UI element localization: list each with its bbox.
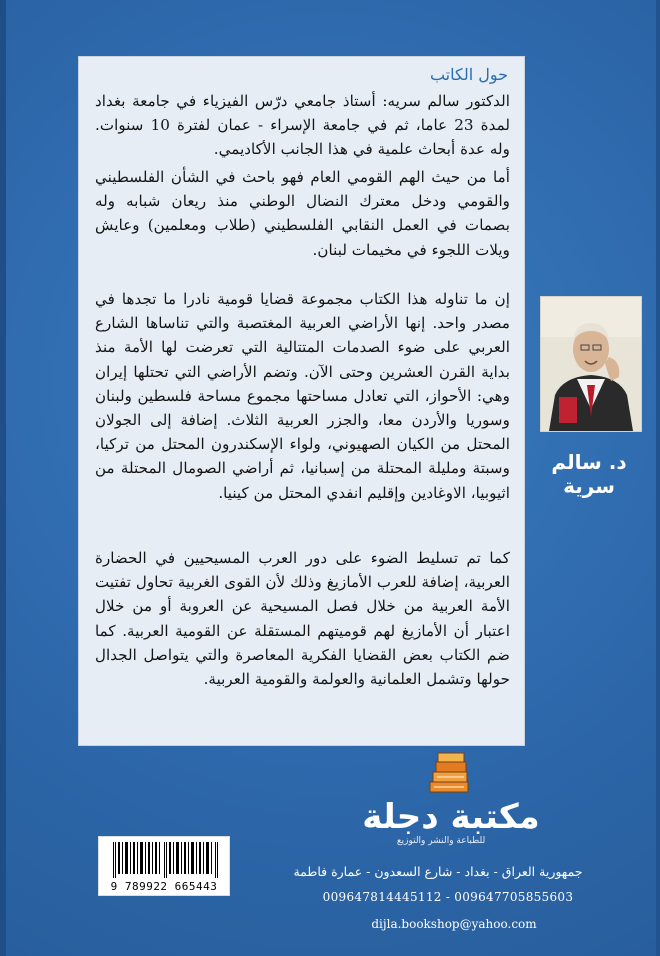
cover-edge [656,0,660,956]
paragraph-christians-amazigh: كما تم تسليط الضوء على دور العرب المسيحيين في الحضارة العربية، إضافة للعرب الأمازيغ وذلك لأن القوى الغربية تحاول تفتيت الأمة العربية من خلال فصل المسيحية عن العروبة أو من خلال اعتبار أن الأمازيغ لهم قوميتهم المستقلة عن القومية العربية. كما ضم الكتاب بعض القضايا الفكرية المعاصرة والتي يتواصل الجدال حولها وتشمل العلمانية والعولمة والقومية العربية. [95,549,510,689]
author-photo [540,296,642,432]
isbn-digits: 9 789922 665443 [110,880,218,893]
publisher-tagline: للطباعة والنشر والتوزيع [396,836,486,846]
isbn-barcode [98,836,230,896]
spine-edge [0,0,6,956]
author-portrait-graphic [541,297,641,431]
author-name: د. سالم سرية [551,450,627,498]
paragraph-biography: الدكتور سالم سريه: أستاذ جامعي درّس الفيزياء في جامعة بغداد لمدة 23 عاما، ثم في جامعة الإسراء - عمان لفترة 10 سنوات. وله عدة أبحاث علمية في هذا الجانب الأكاديمي. [95,92,510,159]
paragraph-book-topics: إن ما تناوله هذا الكتاب مجموعة قضايا قومية نادرا ما تجدها في مصدر واحد. إنها الأراضي العربية المغتصبة والتي تناساها الشارع العربي على ضوء الصدمات المتتالية التي تعرضت لها الأمة منذ بداية القرن العشرين وحتى الآن. وتضم الأراضي التي تحتلها إيران وهي: الأحواز، التي تعادل مساحتها مجموع مساحة فلسطين ولبنان وسوريا والأردن معا، والجزر العربية الثلاث. إضافة إلى الجولان المحتل من الكيان الصهيوني، ولواء الإسكندرون المحتل من تركيا، وسبتة ومليلة المحتلة من إسبانيا، ثم أراضي الصومال المحتلة من اثيوبيا، الاوغادين وإقليم انفدي المحتل من كينيا. [95,290,510,502]
paragraph-activism: أما من حيث الهم القومي العام فهو باحث في الشأن الفلسطيني والقومي ودخل معترك النضال الوطني منذ ريعان شبابه وله بصمات في العمل النقابي الفلسطيني (طلاب ومعلمين) وعايش ويلات اللجوء في مخيمات لبنان. [95,168,510,259]
about-author-title: حول الكاتب [429,65,508,84]
barcode-bars [111,842,221,878]
publisher-name: مكتبة دجلة [362,797,540,837]
about-author-panel [78,56,525,746]
books-stack-icon [424,748,474,798]
publisher-address: جمهورية العراق - بغداد - شارع السعدون - عمارة فاطمة [293,864,583,879]
publisher-email: dijla.bookshop@yahoo.com [371,917,537,931]
publisher-phones: 009647814445112 - 009647705855603 [322,890,574,904]
